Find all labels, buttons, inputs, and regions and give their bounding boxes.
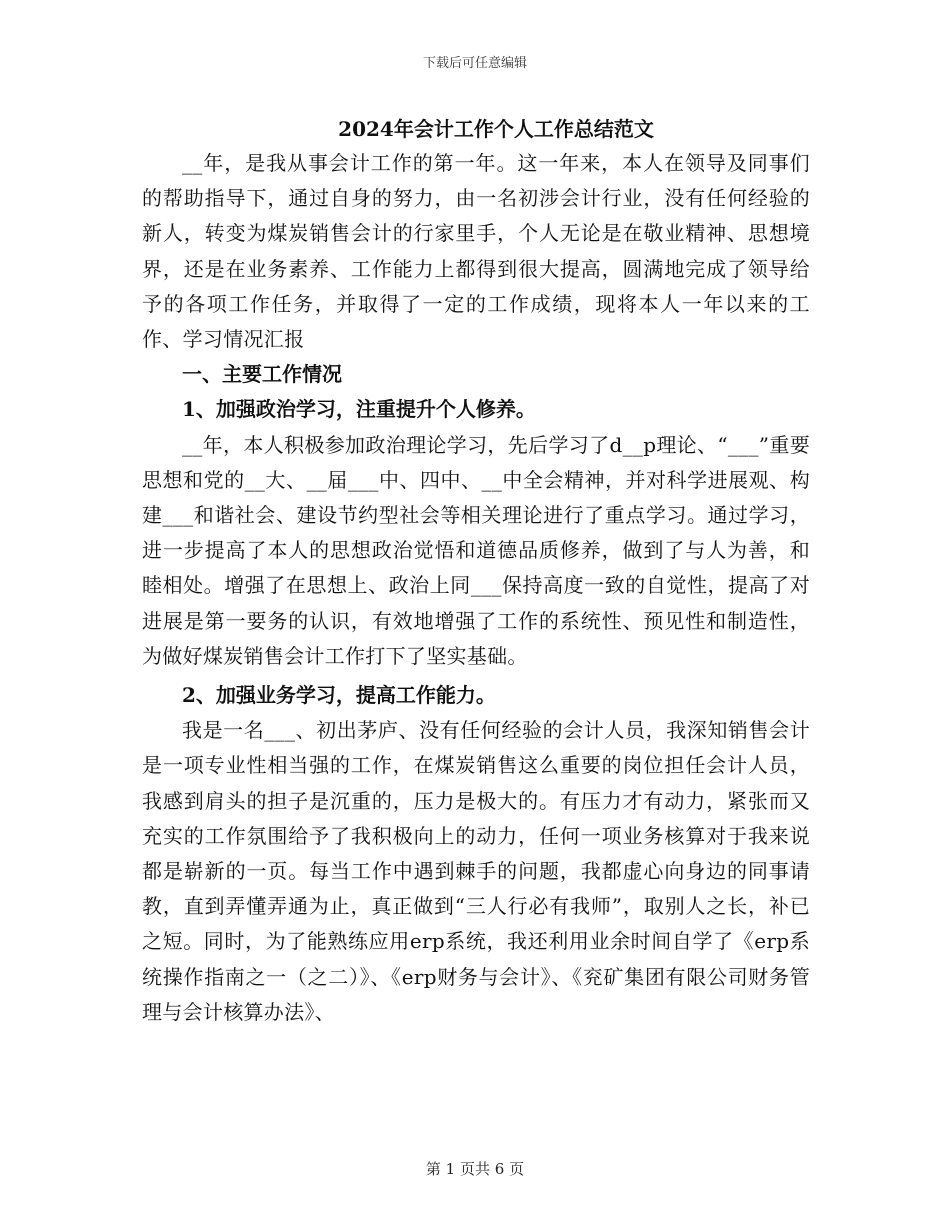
subsection-heading-business-study: 2、加强业务学习，提高工作能力。 [182,683,496,708]
document-body [142,112,810,1030]
section-heading-main-work: 一、主要工作情况 [182,362,342,387]
document-title: 2024年会计工作个人工作总结范文 [338,117,654,141]
intro-paragraph: __年，是我从事会计工作的第一年。这一年来，本人在领导及同事们的帮助指导下，通过自身的努力，由一名初涉会计行业，没有任何经验的新人，转变为煤炭销售会计的行家里手，个人无论是在敬业精神、思想境界，还是在业务素养、工作能力上都得到很大提高，圆满地完成了领导给予的各项工作任务，并取得了一定的工作成绩，现将本人一年以来的工作、学习情况汇报 [142,151,810,352]
business-study-paragraph: 我是一名___、初出茅庐、没有任何经验的会计人员，我深知销售会计是一项专业性相当强的工作，在煤炭销售这么重要的岗位担任会计人员，我感到肩头的担子是沉重的，压力是极大的。有压力才有动力，紧张而又充实的工作氛围给予了我积极向上的动力，任何一项业务核算对于我来说都是崭新的一页。每当工作中遇到棘手的问题，我都虚心向身边的同事请教，直到弄懂弄通为止，真正做到“三人行必有我师”，取别人之长，补已之短。同时，为了能熟练应用erp系统，我还利用业余时间自学了《erp系统操作指南之一（之二）》、《erp财务与会计》、《兖矿集团有限公司财务管理与会计核算办法》、 [142,718,810,1024]
page-header: 下载后可任意编辑 [422,56,527,71]
political-study-paragraph: __年，本人积极参加政治理论学习，先后学习了d__p理论、“___”重要思想和党的__大、__届___中、四中、__中全会精神，并对科学进展观、构建___和谐社会、建设节约型社会等相关理论进行了重点学习。通过学习，进一步提高了本人的思想政治觉悟和道德品质修养，做到了与人为善，和睦相处。增强了在思想上、政治上同___保持高度一致的自觉性，提高了对进展是第一要务的认识，有效地增强了工作的系统性、预见性和制造性，为做好煤炭销售会计工作打下了坚实基础。 [142,432,810,668]
page-footer: 第 1 页共 6 页 [425,1160,525,1178]
subsection-heading-political-study: 1、加强政治学习，注重提升个人修养。 [182,397,536,422]
